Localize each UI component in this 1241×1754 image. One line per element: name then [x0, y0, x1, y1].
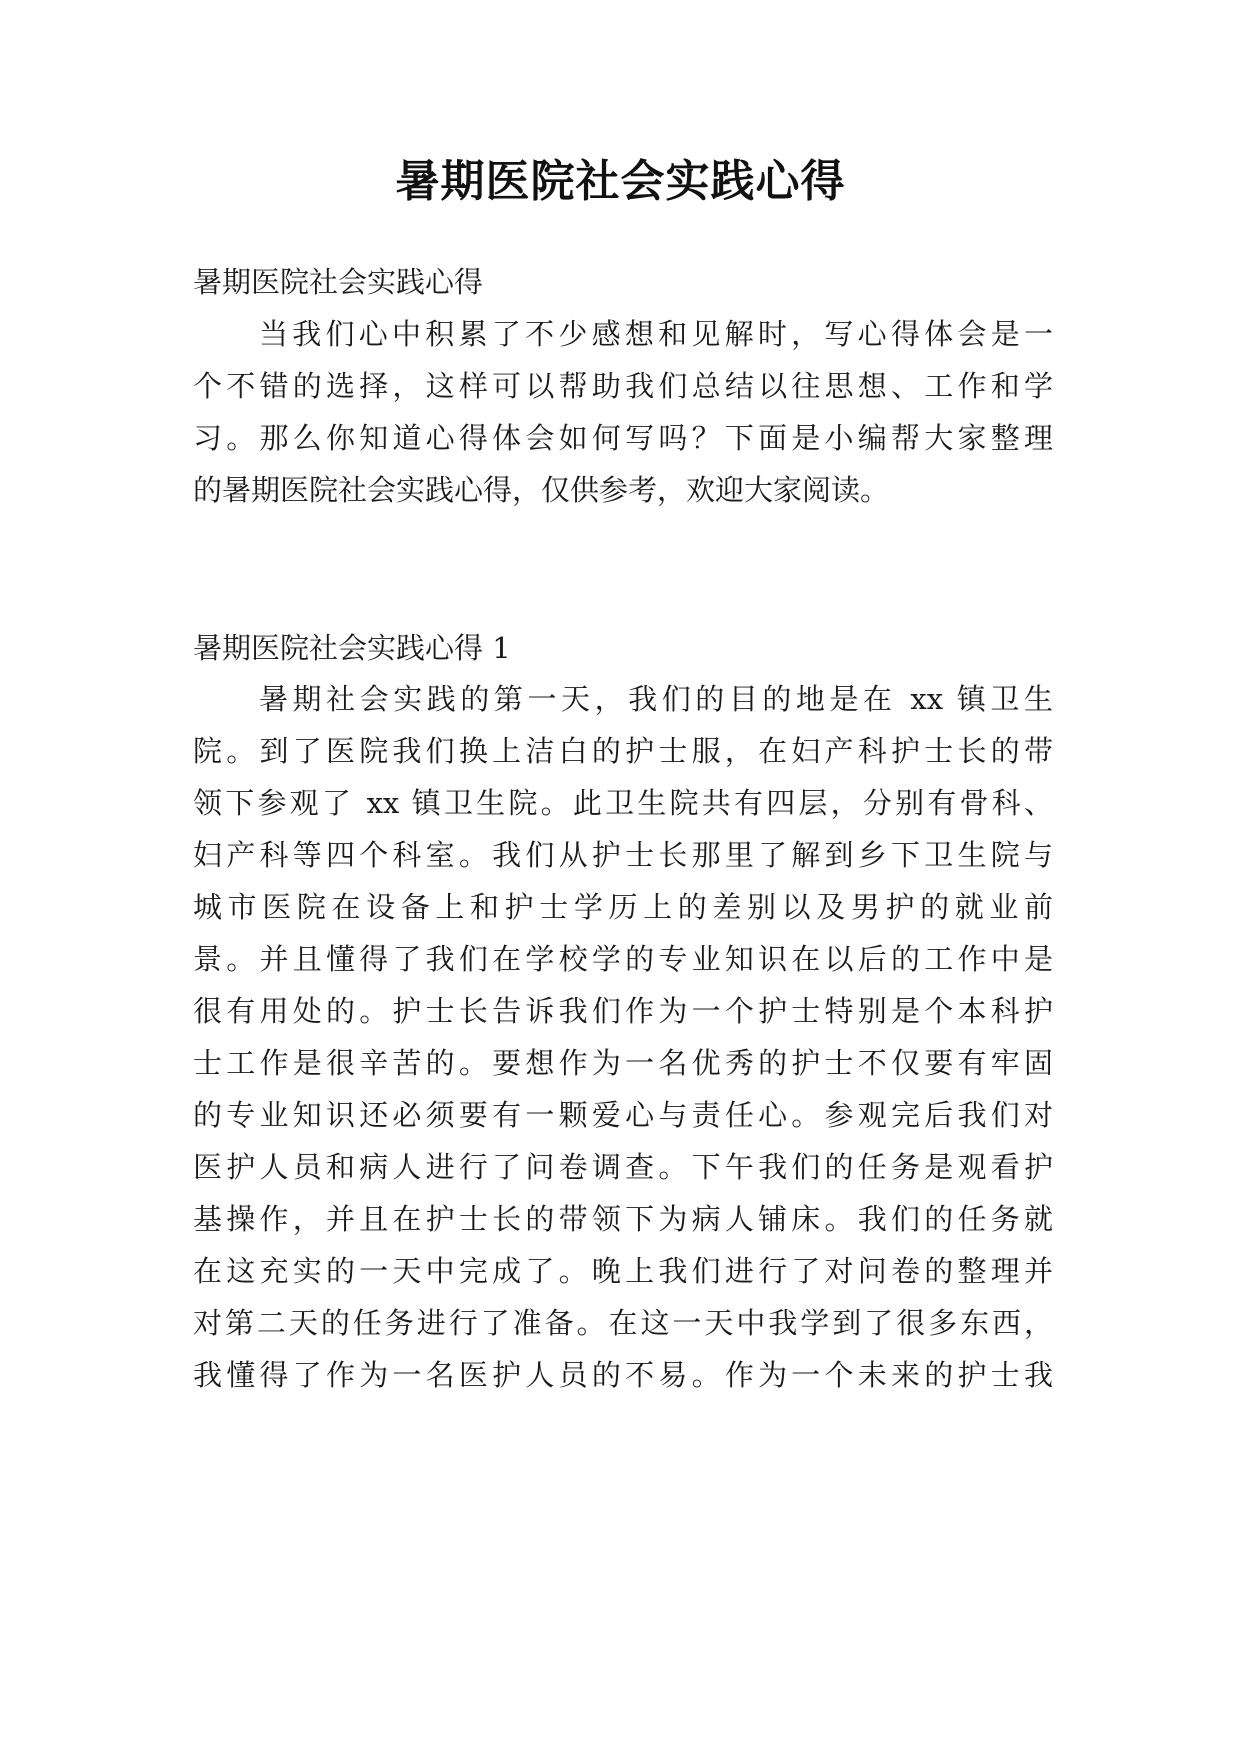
section-line: 的专业知识还必须要有一颗爱心与责任心。参观完后我们对	[193, 1098, 1053, 1132]
section-line: 领下参观了 xx 镇卫生院。此卫生院共有四层，分别有骨科、	[193, 786, 1053, 820]
section-line: 对第二天的任务进行了准备。在这一天中我学到了很多东西，	[193, 1306, 1053, 1340]
section-line: 士工作是很辛苦的。要想作为一名优秀的护士不仅要有牢固	[193, 1046, 1053, 1080]
intro-line: 个不错的选择，这样可以帮助我们总结以往思想、工作和学	[193, 369, 1053, 403]
document-subtitle: 暑期医院社会实践心得	[193, 265, 484, 299]
section-heading: 暑期医院社会实践心得 1	[193, 631, 511, 665]
section-line: 暑期社会实践的第一天，我们的目的地是在 xx 镇卫生	[259, 682, 1053, 716]
section-line: 医护人员和病人进行了问卷调查。下午我们的任务是观看护	[193, 1150, 1053, 1184]
section-line: 在这充实的一天中完成了。晚上我们进行了对问卷的整理并	[193, 1254, 1053, 1288]
section-line: 我懂得了作为一名医护人员的不易。作为一个未来的护士我	[193, 1358, 1053, 1392]
intro-line: 的暑期医院社会实践心得，仅供参考，欢迎大家阅读。	[193, 473, 890, 507]
document-title: 暑期医院社会实践心得	[395, 156, 846, 207]
section-line: 妇产科等四个科室。我们从护士长那里了解到乡下卫生院与	[193, 838, 1053, 872]
section-line: 城市医院在设备上和护士学历上的差别以及男护的就业前	[193, 890, 1053, 924]
intro-line: 当我们心中积累了不少感想和见解时，写心得体会是一	[259, 317, 1053, 351]
intro-line: 习。那么你知道心得体会如何写吗？下面是小编帮大家整理	[193, 421, 1053, 455]
section-line: 景。并且懂得了我们在学校学的专业知识在以后的工作中是	[193, 942, 1053, 976]
section-line: 院。到了医院我们换上洁白的护士服，在妇产科护士长的带	[193, 734, 1053, 768]
section-line: 基操作，并且在护士长的带领下为病人铺床。我们的任务就	[193, 1202, 1053, 1236]
section-line: 很有用处的。护士长告诉我们作为一个护士特别是个本科护	[193, 994, 1053, 1028]
